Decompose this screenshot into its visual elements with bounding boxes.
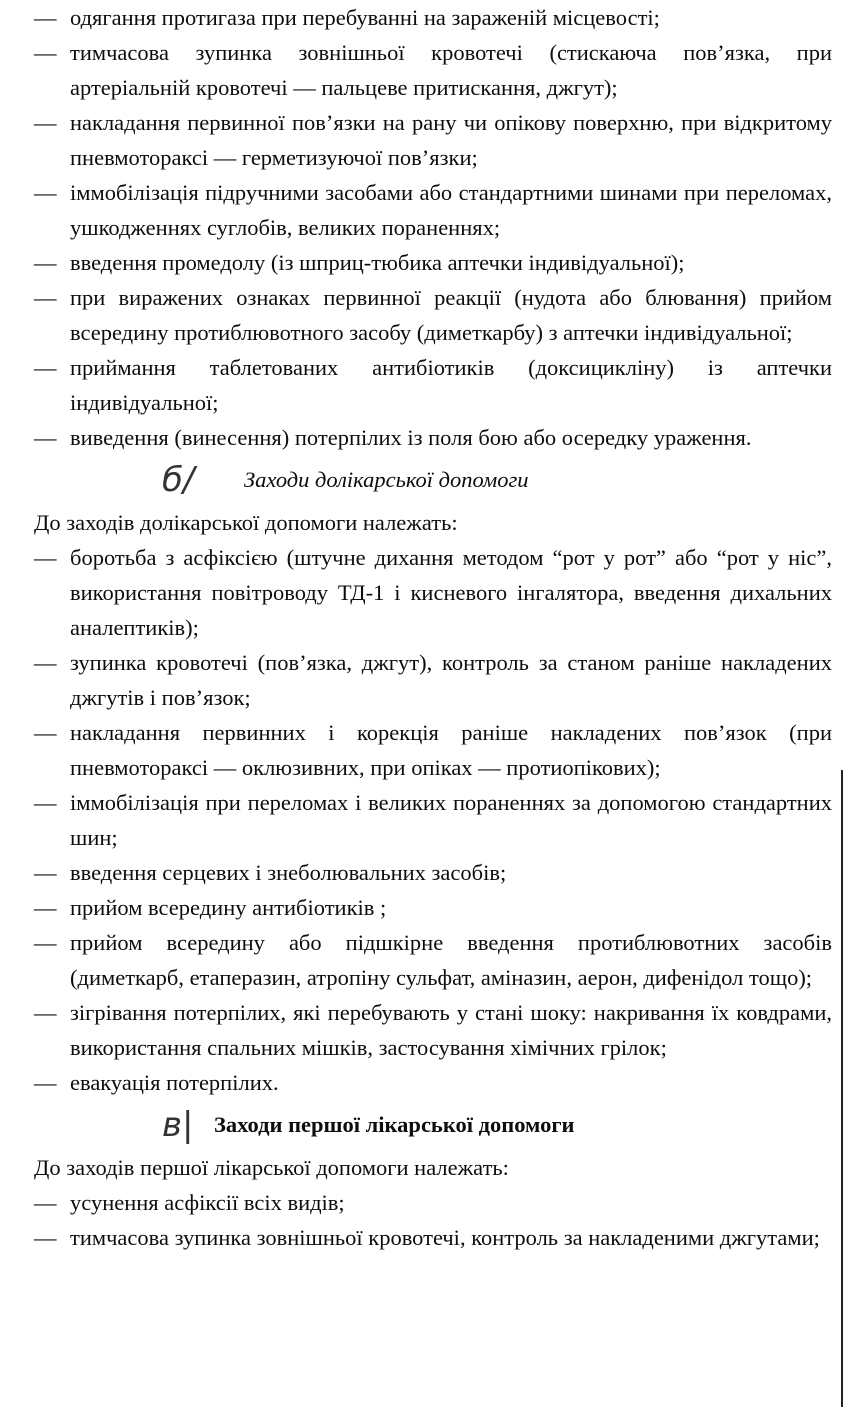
list-item-text: приймання таблетованих антибіотиків (доксицикліну) із аптечки індивідуальної;: [70, 355, 832, 415]
list-item-text: введення промедолу (із шприц-тюбика аптечки індивідуальної);: [70, 250, 685, 275]
section-heading-first-medical: [34, 1100, 832, 1150]
list-item-text: евакуація потерпілих.: [70, 1070, 279, 1095]
list-dash: —: [34, 790, 57, 815]
list-dash: —: [34, 650, 57, 675]
list-item: [34, 105, 832, 175]
list-dash: —: [34, 1225, 57, 1250]
list-item-text: тимчасова зупинка зовнішньої кровотечі (стискаюча пов’язка, при артеріальній кровотечі — пальцеве притискання, джгут);: [70, 40, 832, 100]
list-dash: —: [34, 1070, 57, 1095]
list-item: [34, 925, 832, 995]
document-page: [34, 0, 832, 1255]
list-dash: —: [34, 250, 57, 275]
list-item: [34, 0, 832, 35]
list-item: [34, 785, 832, 855]
list-item: [34, 420, 832, 455]
list-dash: —: [34, 860, 57, 885]
list-dash: —: [34, 425, 57, 450]
list-item-text: прийом всередину антибіотиків ;: [70, 895, 387, 920]
first-medical-aid-list: [34, 1185, 832, 1255]
list-item-text: одягання протигаза при перебуванні на зараженій місцевості;: [70, 5, 660, 30]
list-dash: —: [34, 40, 57, 65]
list-item-text: іммобілізація при переломах і великих пораненнях за допомогою стандартних шин;: [70, 790, 832, 850]
handwritten-mark: б/: [162, 460, 195, 500]
list-dash: —: [34, 110, 57, 135]
list-item: [34, 995, 832, 1065]
list-dash: —: [34, 720, 57, 745]
prehospital-aid-list: [34, 540, 832, 1100]
list-item: [34, 280, 832, 350]
list-item: [34, 540, 832, 645]
list-item-text: прийом всередину або підшкірне введення протиблювотних засобів (диметкарб, етаперазин, атропіну сульфат, аміназин, аерон, дифенідол тощо);: [70, 930, 832, 990]
list-item: [34, 715, 832, 785]
list-item-text: зупинка кровотечі (пов’язка, джгут), контроль за станом раніше накладених джгутів і пов’язок;: [70, 650, 832, 710]
list-dash: —: [34, 180, 57, 205]
list-item-text: при виражених ознаках первинної реакції (нудота або блювання) прийом всередину протиблювотного засобу (диметкарбу) з аптечки індивідуальної;: [70, 285, 832, 345]
list-item-text: введення серцевих і знеболювальних засобів;: [70, 860, 507, 885]
section-heading-prehospital: [34, 455, 832, 505]
list-item: [34, 645, 832, 715]
list-item: [34, 890, 832, 925]
list-dash: —: [34, 930, 57, 955]
list-item-text: накладання первинної пов’язки на рану чи опікову поверхню, при відкритому пневмотораксі — герметизуючої пов’язки;: [70, 110, 832, 170]
list-item-text: тимчасова зупинка зовнішньої кровотечі, контроль за накладеними джгутами;: [70, 1225, 820, 1250]
list-dash: —: [34, 895, 57, 920]
first-aid-list: [34, 0, 832, 455]
section-intro: До заходів долікарської допомоги належать:: [34, 510, 458, 535]
handwritten-mark: в|: [162, 1105, 194, 1145]
list-item: [34, 350, 832, 420]
list-item: [34, 245, 832, 280]
list-dash: —: [34, 545, 57, 570]
list-item: [34, 855, 832, 890]
list-item: [34, 1220, 832, 1255]
binding-edge-line: [841, 770, 843, 1407]
list-item: [34, 35, 832, 105]
list-item: [34, 175, 832, 245]
list-item-text: виведення (винесення) потерпілих із поля бою або осередку ураження.: [70, 425, 752, 450]
section-title: Заходи долікарської допомоги: [244, 467, 529, 492]
section-intro: До заходів першої лікарської допомоги належать:: [34, 1155, 509, 1180]
list-item: [34, 1185, 832, 1220]
list-dash: —: [34, 285, 57, 310]
list-item-text: усунення асфіксії всіх видів;: [70, 1190, 345, 1215]
list-dash: —: [34, 1190, 57, 1215]
list-item-text: боротьба з асфіксією (штучне дихання методом “рот у рот” або “рот у ніс”, використання повітроводу ТД-1 і кисневого інгалятора, введення дихальних аналептиків);: [70, 545, 832, 640]
list-item-text: накладання первинних і корекція раніше накладених пов’язок (при пневмотораксі — оклюзивних, при опіках — протиопікових);: [70, 720, 832, 780]
list-item-text: іммобілізація підручними засобами або стандартними шинами при переломах, ушкодженнях суглобів, великих пораненнях;: [70, 180, 832, 240]
list-dash: —: [34, 5, 57, 30]
list-item-text: зігрівання потерпілих, які перебувають у стані шоку: накривання їх ковдрами, використання спальних мішків, застосування хімічних грілок;: [70, 1000, 832, 1060]
list-dash: —: [34, 355, 57, 380]
section-title: Заходи першої лікарської допомоги: [214, 1112, 575, 1137]
list-item: [34, 1065, 832, 1100]
list-dash: —: [34, 1000, 57, 1025]
